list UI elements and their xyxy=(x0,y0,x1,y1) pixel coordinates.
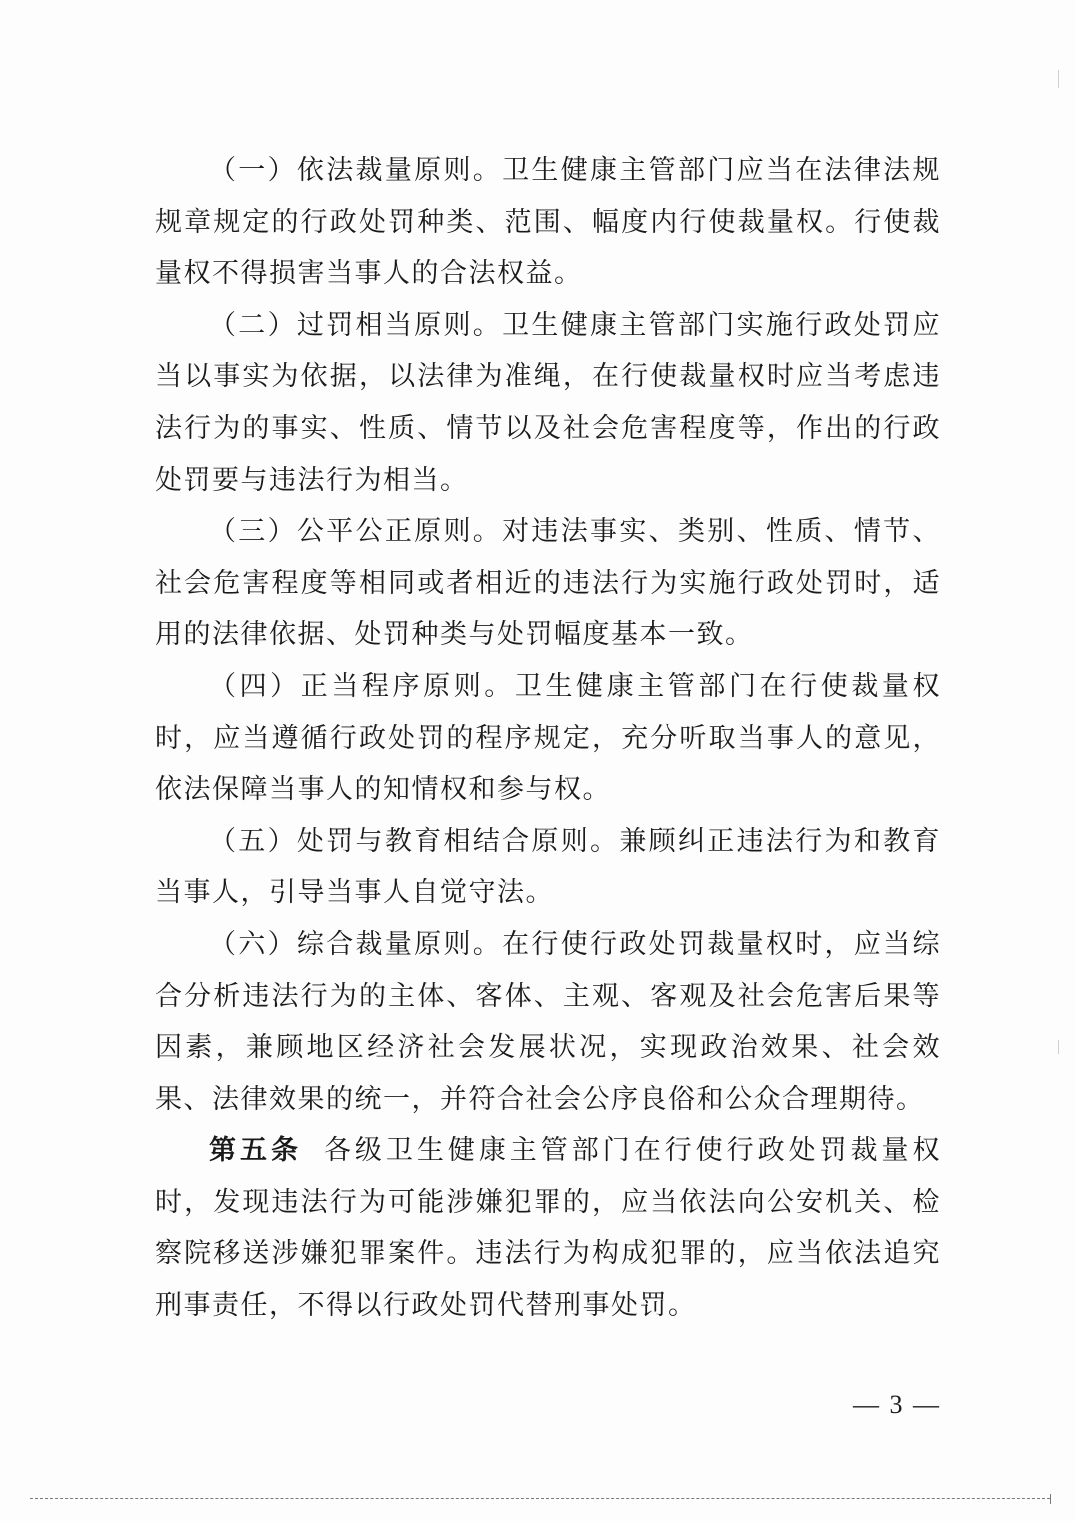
article-heading: 第五条 xyxy=(209,1135,302,1167)
paragraph-principle-5 xyxy=(155,816,941,919)
paragraph-principle-6 xyxy=(155,919,941,1125)
document-body xyxy=(155,145,941,1332)
scan-edge-divider xyxy=(30,1498,1050,1499)
page-number: — 3 — xyxy=(853,1390,941,1419)
paragraph-principle-3 xyxy=(155,506,941,661)
paragraph-principle-4 xyxy=(155,661,941,816)
paragraph-article-5 xyxy=(155,1125,941,1331)
scan-artifact-mark xyxy=(1058,70,1059,88)
paragraph-text: （三）公平公正原则。对违法事实、类别、性质、情节、社会危害程度等相同或者相近的违法行为实施行政处罚时，适用的法律依据、处罚种类与处罚幅度基本一致。 xyxy=(155,516,941,651)
paragraph-text: （五）处罚与教育相结合原则。兼顾纠正违法行为和教育当事人，引导当事人自觉守法。 xyxy=(155,825,941,909)
scan-artifact-mark xyxy=(1058,1040,1059,1054)
paragraph-text: （二）过罚相当原则。卫生健康主管部门实施行政处罚应当以事实为依据，以法律为准绳，在行使裁量权时应当考虑违法行为的事实、性质、情节以及社会危害程度等，作出的行政处罚要与违法行为相当。 xyxy=(155,309,941,496)
paragraph-text: （一）依法裁量原则。卫生健康主管部门应当在法律法规规章规定的行政处罚种类、范围、幅度内行使裁量权。行使裁量权不得损害当事人的合法权益。 xyxy=(155,155,941,290)
paragraph-principle-1 xyxy=(155,145,941,300)
scan-edge-tick xyxy=(1050,1494,1051,1504)
paragraph-text: 各级卫生健康主管部门在行使行政处罚裁量权时，发现违法行为可能涉嫌犯罪的，应当依法向公安机关、检察院移送涉嫌犯罪案件。违法行为构成犯罪的，应当依法追究刑事责任，不得以行政处罚代替刑事处罚。 xyxy=(155,1135,942,1322)
paragraph-principle-2 xyxy=(155,300,941,506)
paragraph-text: （四）正当程序原则。卫生健康主管部门在行使裁量权时，应当遵循行政处罚的程序规定，充分听取当事人的意见，依法保障当事人的知情权和参与权。 xyxy=(155,670,941,806)
paragraph-text: （六）综合裁量原则。在行使行政处罚裁量权时，应当综合分析违法行为的主体、客体、主观、客观及社会危害后果等因素，兼顾地区经济社会发展状况，实现政治效果、社会效果、法律效果的统一，并符合社会公序良俗和公众合理期待。 xyxy=(155,928,941,1115)
